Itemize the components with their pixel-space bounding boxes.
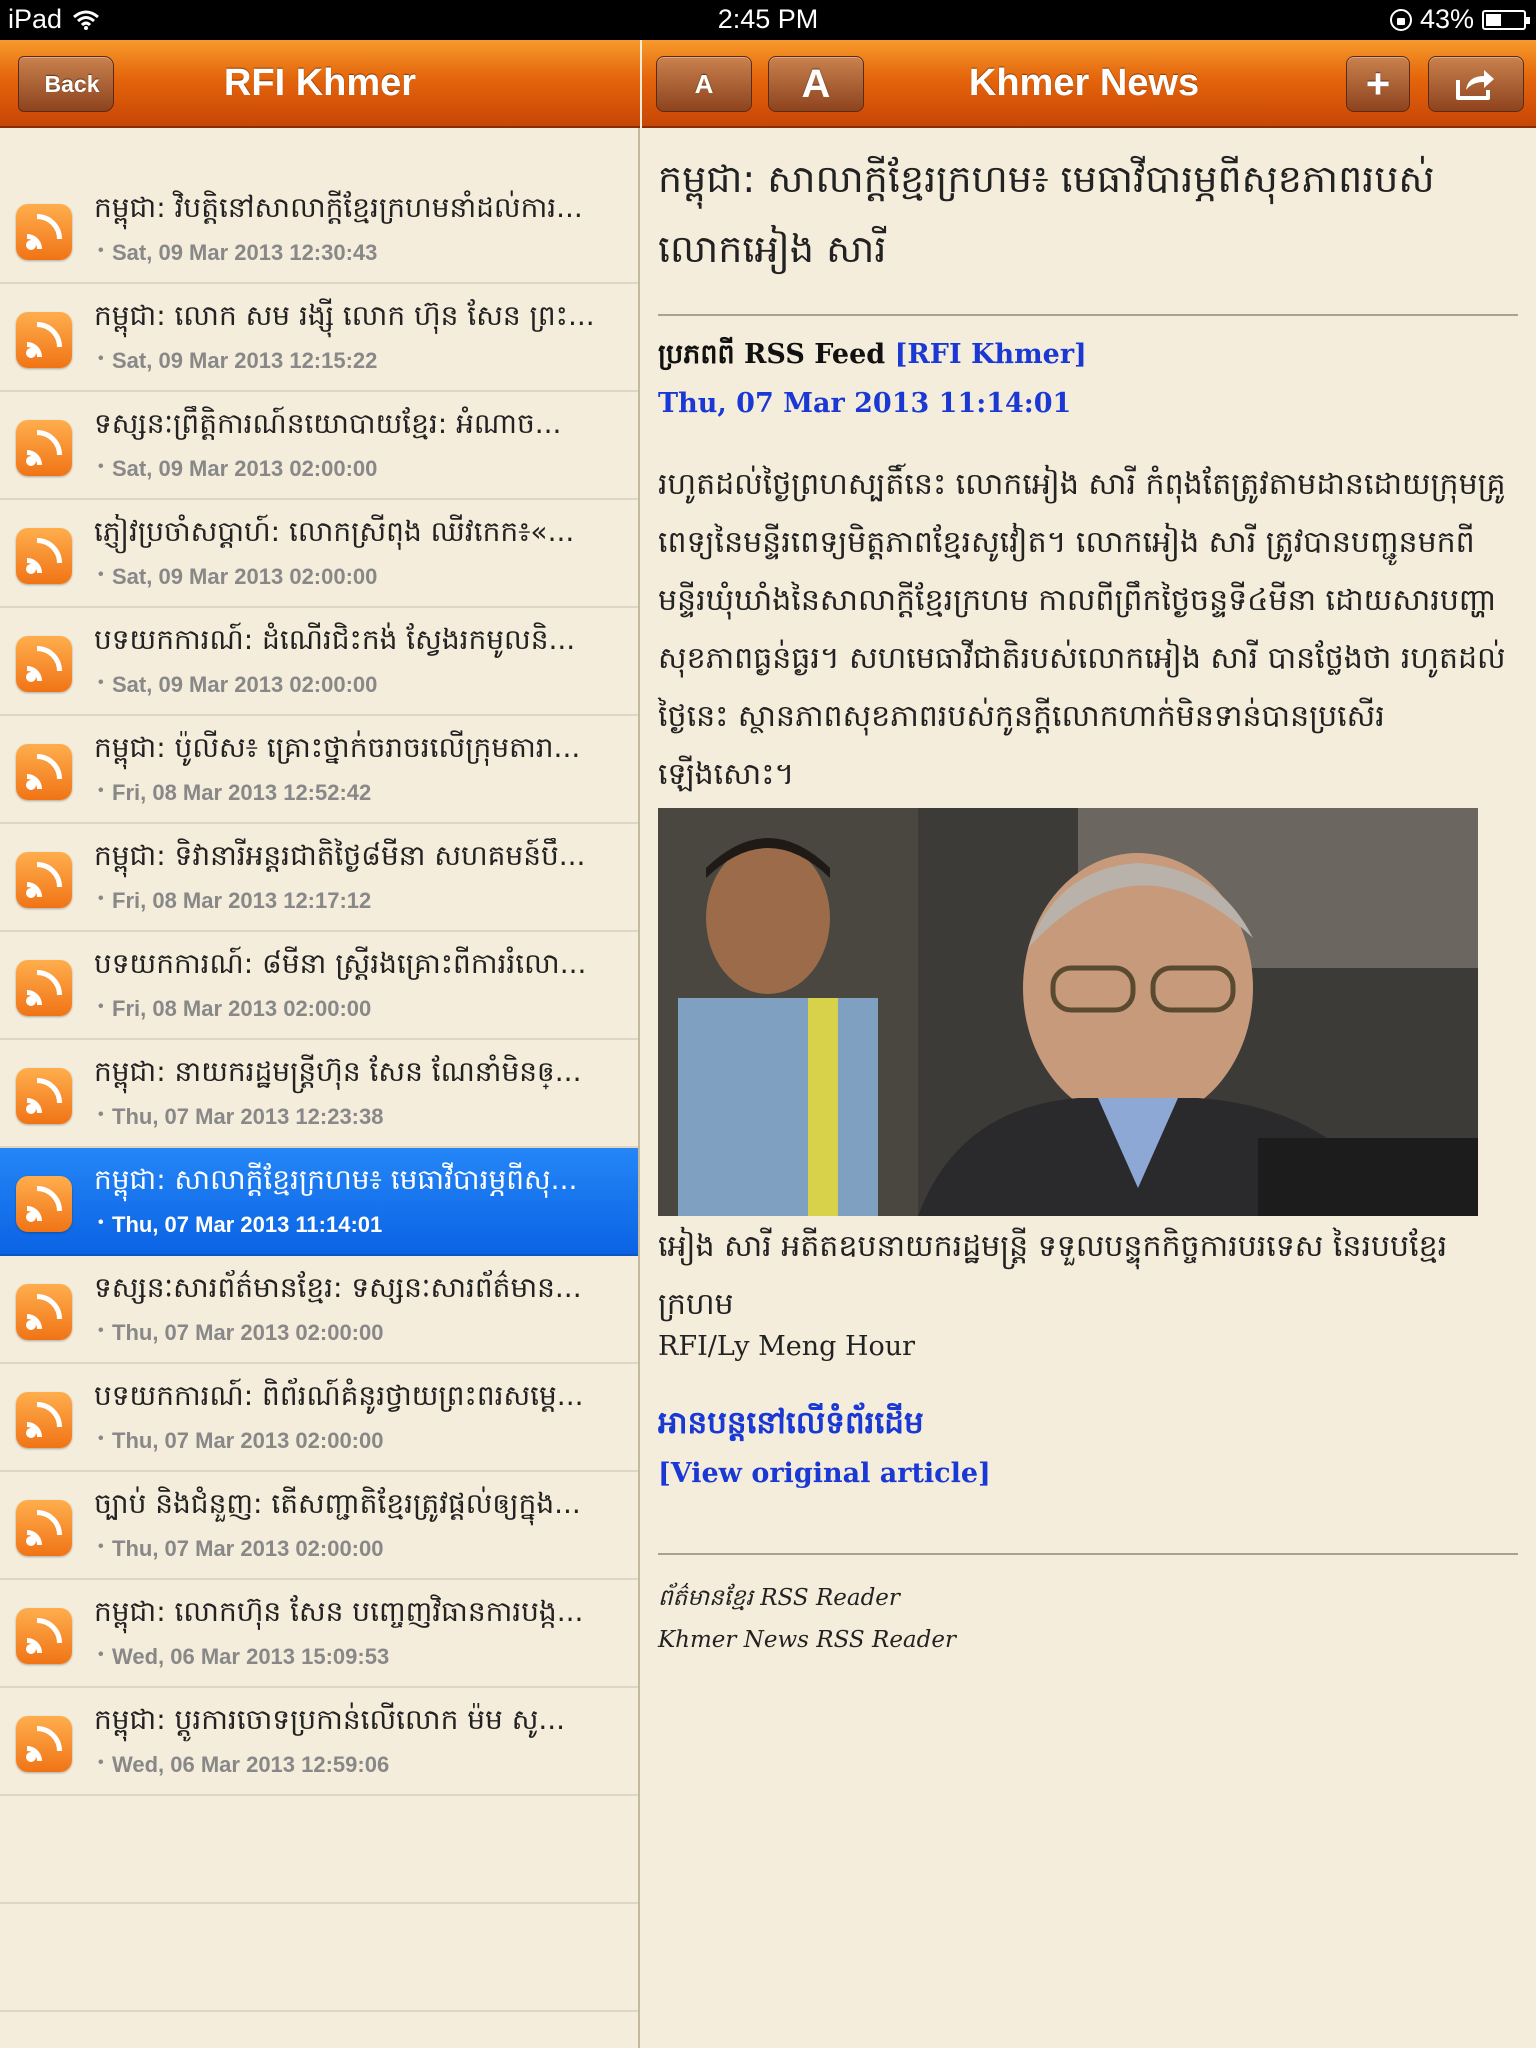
feed-list-panel xyxy=(0,128,640,2048)
back-button[interactable] xyxy=(18,56,114,112)
feed-item[interactable] xyxy=(0,500,638,608)
status-time: 2:45 PM xyxy=(717,4,819,34)
footer-app-name-khmer: ព័ត៌មានខ្មែរ RSS Reader xyxy=(658,1585,900,1611)
battery-percent: 43% xyxy=(1419,4,1474,34)
article-navbar xyxy=(642,40,1536,128)
feed-item-date: • Fri, 08 Mar 2013 12:17:12 xyxy=(112,888,371,914)
feed-item-title: កម្ពុជា: នាយករដ្ឋមន្ត្រីហ៊ុន សែន ណែនាំមិនឲ្... xyxy=(94,1055,582,1088)
feed-item-title: កម្ពុជា: ប៉ូលីស៖ គ្រោះថ្នាក់ចរាចរលើក្រុមតារា... xyxy=(94,731,581,764)
feed-item-title: បទយកការណ៍: ពិព័រណ៍គំនូរថ្វាយព្រះពរសម្ដេ... xyxy=(94,1379,584,1412)
source-prefix: ប្រភពពី RSS Feed xyxy=(658,339,886,370)
feed-item-title: កម្ពុជា: ទិវានារីអន្តរជាតិថ្ងៃ៨មីនា សហគមន៍បឹ... xyxy=(94,839,586,872)
rss-icon xyxy=(16,420,72,476)
feed-item[interactable] xyxy=(0,932,638,1040)
feed-item-title: បទយកការណ៍: ដំណើរជិះកង់ ស្វែងរកមូលនិ... xyxy=(94,623,576,656)
rss-icon xyxy=(16,1068,72,1124)
feed-item-date: • Sat, 09 Mar 2013 12:30:43 xyxy=(112,240,377,266)
article-date: Thu, 07 Mar 2013 11:14:01 xyxy=(658,388,1072,419)
photo-illustration xyxy=(658,808,1478,1216)
rss-icon xyxy=(16,744,72,800)
feed-item-date: • Wed, 06 Mar 2013 12:59:06 xyxy=(112,1752,389,1778)
view-original-link[interactable]: [View original article] xyxy=(658,1458,991,1489)
feed-item-title: កម្ពុជា: ប្ដូរការចោទប្រកាន់លើលោក ម៉ម សូ... xyxy=(94,1703,566,1736)
feed-item-date: • Sat, 09 Mar 2013 02:00:00 xyxy=(112,456,377,482)
feed-item-title: បទយកការណ៍: ៨មីនា ស្ត្រីរងគ្រោះពីការរំលោ... xyxy=(94,947,587,980)
feed-item-title: ភ្ញៀវប្រចាំសប្ដាហ៍: លោកស្រីពុង ឈីវកេក៖«... xyxy=(94,515,575,548)
feed-item-date: • Thu, 07 Mar 2013 11:14:01 xyxy=(112,1212,382,1238)
feed-item-title: ទស្សនៈសារព័ត៌មានខ្មែរ: ទស្សនៈសារព័ត៌មាន... xyxy=(94,1271,582,1304)
feed-item-title: កម្ពុជា: លោកហ៊ុន សែន បញ្ចេញវិធានការបង្ក... xyxy=(94,1595,584,1628)
share-icon xyxy=(1454,66,1498,102)
rss-icon xyxy=(16,204,72,260)
feed-item[interactable] xyxy=(0,1040,638,1148)
decrease-font-button[interactable]: A xyxy=(656,56,752,112)
article-source xyxy=(658,338,1087,377)
feed-item[interactable] xyxy=(0,1364,638,1472)
photo-credit: RFI/Ly Meng Hour xyxy=(658,1331,916,1362)
divider xyxy=(658,314,1518,316)
article-nav-title: Khmer News xyxy=(968,62,1200,104)
feed-item-date: • Thu, 07 Mar 2013 12:23:38 xyxy=(112,1104,383,1130)
empty-row xyxy=(0,1796,638,1904)
photo-caption: អៀង សារី អតីតឧបនាយករដ្ឋមន្ត្រី ទទួលបន្ទុកកិច្ចការបរទេស នៃរបបខ្មែរក្រហម xyxy=(658,1229,1448,1322)
rss-icon xyxy=(16,636,72,692)
battery-icon xyxy=(1482,10,1526,30)
add-button[interactable]: + xyxy=(1346,56,1410,112)
rss-icon xyxy=(16,1716,72,1772)
feed-item[interactable] xyxy=(0,608,638,716)
rotation-lock-icon xyxy=(1390,9,1412,31)
feed-item-title: កម្ពុជា: វិបត្តិនៅសាលាក្ដីខ្មែរក្រហមនាំដល់ការ... xyxy=(94,191,583,224)
article-body: រហូតដល់ថ្ងៃព្រហស្បតិ៍នេះ លោកអៀង សារី កំពុងតែត្រូវតាមដានដោយក្រុមគ្រូពេទ្យនៃមន្ទីរពេទ្យមិត្តភាពខ្មែរសូវៀត។ លោកអៀង សារី ត្រូវបានបញ្ជូនមកពីមន្ទីរឃុំឃាំងនៃសាលាក្ដីខ្មែរក្រហម កាលពីព្រឹកថ្ងៃចន្ទទី៤មីនា ដោយសារបញ្ហាសុខភាពធ្ងន់ធ្ងរ។ សហមេធាវីជាតិរបស់លោកអៀង សារី បានថ្លែងថា រហូតដល់ថ្ងៃនេះ ស្ថានភាពសុខភាពរបស់កូនក្ដីលោកហាក់មិនទាន់បានប្រសើរឡើងសោះ។ xyxy=(658,467,1506,792)
rss-icon xyxy=(16,960,72,1016)
status-right xyxy=(1390,4,1526,35)
feed-item-title: ច្បាប់ និងជំនួញ: តើសញ្ជាតិខ្មែរត្រូវផ្ដល់ឲ្យក្នុង... xyxy=(94,1487,581,1520)
feed-item-date: • Fri, 08 Mar 2013 12:52:42 xyxy=(112,780,371,806)
footer-divider xyxy=(658,1553,1518,1555)
rss-icon xyxy=(16,1176,72,1232)
feed-item[interactable] xyxy=(0,1148,638,1256)
feed-item[interactable] xyxy=(0,1472,638,1580)
feed-item[interactable] xyxy=(0,716,638,824)
feed-item-date: • Thu, 07 Mar 2013 02:00:00 xyxy=(112,1320,383,1346)
share-button[interactable] xyxy=(1428,56,1524,112)
back-button-label: Back xyxy=(44,71,100,97)
feed-item-date: • Thu, 07 Mar 2013 02:00:00 xyxy=(112,1428,383,1454)
feed-item-date: • Thu, 07 Mar 2013 02:00:00 xyxy=(112,1536,383,1562)
feed-item[interactable] xyxy=(0,1688,638,1796)
rss-icon xyxy=(16,852,72,908)
feed-item-date: • Fri, 08 Mar 2013 02:00:00 xyxy=(112,996,371,1022)
feed-item[interactable] xyxy=(0,1256,638,1364)
article-panel xyxy=(642,128,1536,2048)
rss-icon xyxy=(16,528,72,584)
device-name: iPad xyxy=(8,4,63,34)
battery-fill xyxy=(1486,14,1501,26)
rss-icon xyxy=(16,1392,72,1448)
feed-item-title: កម្ពុជា: លោក សម រង្ស៊ី លោក ហ៊ុន សែន ព្រះ... xyxy=(94,299,595,332)
article-title: កម្ពុជា: សាលាក្ដីខ្មែរក្រហម៖ មេធាវីបារម្ភពីសុខភាពរបស់លោកអៀង សារី xyxy=(658,157,1435,271)
feed-item[interactable] xyxy=(0,284,638,392)
article-photo xyxy=(658,808,1478,1216)
increase-font-button[interactable]: A xyxy=(768,56,864,112)
feed-item[interactable] xyxy=(0,176,638,284)
rss-icon xyxy=(16,1608,72,1664)
feed-navbar xyxy=(0,40,640,128)
rss-icon xyxy=(16,1500,72,1556)
source-link[interactable]: [RFI Khmer] xyxy=(894,339,1087,370)
rss-icon xyxy=(16,1284,72,1340)
feed-title: RFI Khmer xyxy=(223,62,417,104)
read-more-link[interactable]: អានបន្តនៅលើទំព័រដើម xyxy=(658,1405,924,1441)
feed-item[interactable] xyxy=(0,392,638,500)
rss-icon xyxy=(16,312,72,368)
empty-row xyxy=(0,1904,638,2012)
feed-item[interactable] xyxy=(0,824,638,932)
footer-app-name-english: Khmer News RSS Reader xyxy=(658,1627,956,1653)
feed-item-date: • Wed, 06 Mar 2013 15:09:53 xyxy=(112,1644,389,1670)
feed-list xyxy=(0,176,638,2012)
status-bar xyxy=(0,0,1536,40)
feed-item-date: • Sat, 09 Mar 2013 02:00:00 xyxy=(112,672,377,698)
feed-item-title: កម្ពុជា: សាលាក្ដីខ្មែរក្រហម៖ មេធាវីបារម្ភពីសុ... xyxy=(94,1163,578,1196)
feed-item-title: ទស្សនៈព្រឹត្តិការណ៍នយោបាយខ្មែរ: អំណាច... xyxy=(94,407,562,440)
feed-item-date: • Sat, 09 Mar 2013 12:15:22 xyxy=(112,348,377,374)
feed-item[interactable] xyxy=(0,1580,638,1688)
feed-item-date: • Sat, 09 Mar 2013 02:00:00 xyxy=(112,564,377,590)
